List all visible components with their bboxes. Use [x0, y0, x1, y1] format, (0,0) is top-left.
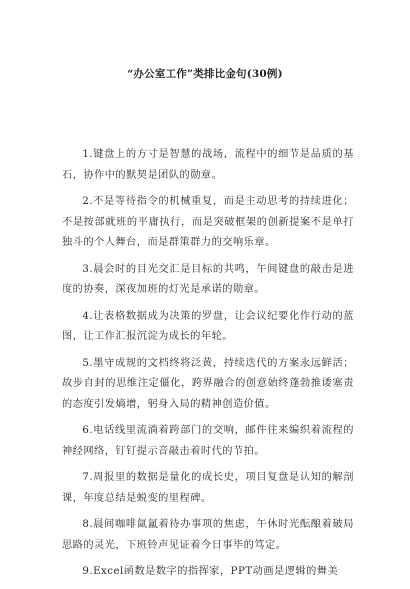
document-title: “办公室工作”类排比金句(30例)	[127, 68, 283, 80]
paragraph-3: 3.晨会时的目光交汇是目标的共鸣，午间键盘的敲击是进度的协奏，深夜加班的灯光是承诺的勋章。	[62, 263, 354, 295]
document-body	[62, 145, 354, 589]
paragraph-4: 4.让表格数据成为决策的罗盘，让会议纪要化作行动的蓝图，让工作汇报沉淀为成长的年轮。	[62, 310, 354, 342]
paragraph-1: 1.键盘上的方寸是智慧的战场，流程中的细节是品质的基石，协作中的默契是团队的勋章。	[62, 149, 354, 181]
paragraph-7: 7.周报里的数据是量化的成长史，项目复盘是认知的解剖课，年度总结是蜕变的里程碑。	[62, 472, 354, 504]
paragraph-6: 6.电话线里流淌着跨部门的交响，邮件往来编织着流程的神经网络，钉钉提示音敲击着时代的节拍。	[62, 425, 354, 457]
paragraph-2: 2.不是等待指令的机械重复，而是主动思考的持续进化；不是按部就班的平庸执行，而是突破框架的创新提案不是单打独斗的个人舞台，而是群策群力的交响乐章。	[62, 196, 354, 248]
paragraph-8: 8.晨间咖啡氤氲着待办事项的焦虑，午休时光酝酿着破局思路的灵光，下班铃声见证着今日事毕的笃定。	[62, 519, 354, 551]
paragraph-5: 5.墨守成规的文档终将泛黄，持续迭代的方案永远鲜活；故步自封的思维注定僵化，跨界融合的创意始终蓬勃推诿塞责的态度引发熵增，躬身入局的精神创造价值。	[62, 357, 354, 410]
paragraph-9: 9.Excel函数是数字的指挥家，PPT动画是逻辑的舞美	[82, 566, 339, 577]
